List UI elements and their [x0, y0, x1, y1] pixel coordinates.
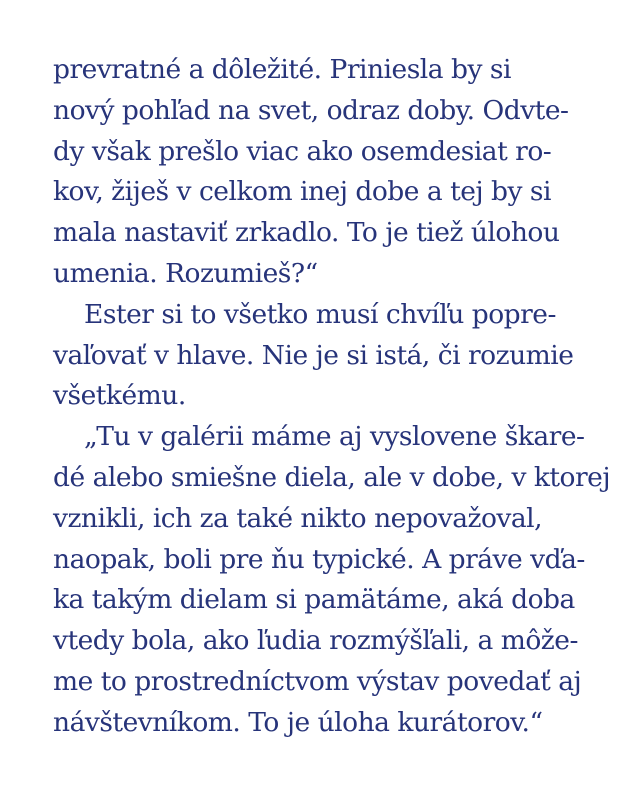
body-text	[53, 50, 613, 744]
text-line: mala nastaviť zrkadlo. To je tiež úlohou	[53, 217, 560, 249]
text-line: naopak, boli pre ňu typické. A práve vďa-	[53, 543, 585, 575]
text-line: dé alebo smiešne diela, ale v dobe, v ktorej	[53, 461, 611, 493]
paragraph-2	[53, 295, 613, 417]
text-line: dy však prešlo viac ako osemdesiat ro-	[53, 135, 552, 167]
paragraph-1	[53, 50, 613, 295]
text-line: návštevníkom. To je úloha kurátorov.“	[53, 706, 543, 738]
text-line: prevratné a dôležité. Priniesla by si	[53, 54, 511, 85]
text-line: vtedy bola, ako ľudia rozmýšľali, a môže-	[53, 625, 578, 657]
text-line: nový pohľad na svet, odraz doby. Odvte-	[53, 94, 569, 126]
paragraph-3	[53, 417, 613, 743]
text-line: všetkému.	[53, 380, 186, 412]
text-line: vznikli, ich za také nikto nepovažoval,	[53, 502, 543, 534]
text-line: ka takým dielam si pamätáme, aká doba	[53, 584, 575, 616]
text-line: Ester si to všetko musí chvíľu popre-	[84, 298, 556, 330]
text-line: kov, žiješ v celkom inej dobe a tej by si	[53, 176, 551, 208]
text-line: umenia. Rozumieš?“	[53, 257, 318, 289]
text-line: „Tu v galérii máme aj vyslovene škare-	[84, 421, 585, 453]
text-line: vaľovať v hlave. Nie je si istá, či rozumie	[53, 339, 574, 371]
text-line: me to prostredníctvom výstav povedať aj	[53, 665, 582, 697]
